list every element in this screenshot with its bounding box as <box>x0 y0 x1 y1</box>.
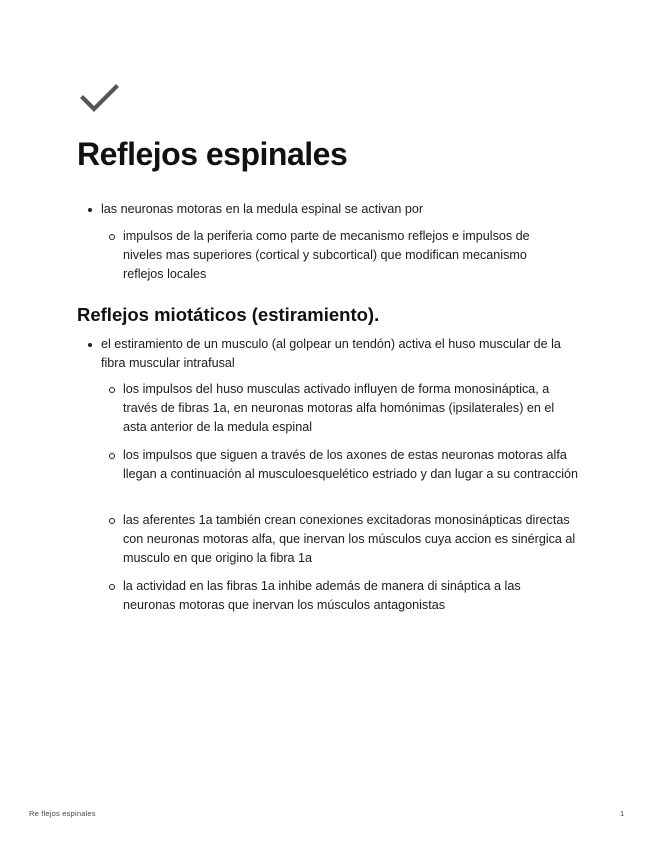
bullet-marker <box>88 208 92 212</box>
footer-title: Re flejos espinales <box>29 809 96 818</box>
sub-bullet-marker <box>109 453 115 459</box>
sub-bullet-marker <box>109 584 115 590</box>
sub-bullet-marker <box>109 234 115 240</box>
sub-list-item: la actividad en las fibras 1a inhibe además de manera di sináptica a las neuronas motoras que inervan los músculos antagonistas <box>123 579 521 612</box>
page-title: Reflejos espinales <box>77 136 348 172</box>
sub-bullet-marker <box>109 518 115 524</box>
sub-bullet-marker <box>109 387 115 393</box>
sub-list-item: los impulsos que siguen a través de los axones de estas neuronas motoras alfa llegan a continuación al musculoesquelético estriado y dan lugar a su contracción <box>123 448 579 481</box>
checkmark-icon <box>80 84 120 114</box>
section-heading: Reflejos miotáticos (estiramiento). <box>77 304 380 325</box>
page-number: 1 <box>620 809 625 818</box>
list-item: las neuronas motoras en la medula espinal se activan por <box>101 202 424 216</box>
bullet-marker <box>88 343 92 347</box>
list-item: el estiramiento de un musculo (al golpear un tendón) activa el huso muscular de la fibra muscular intrafusal <box>101 337 561 370</box>
sub-list-item: los impulsos del huso musculas activado influyen de forma monosináptica, a través de fibras 1a, en neuronas motoras alfa homónimas (ipsilaterales) en el asta anterior de la medula espinal <box>123 382 555 434</box>
sub-list-item: impulsos de la periferia como parte de mecanismo reflejos e impulsos de niveles mas superiores (cortical y subcortical) que modifican mecanismo reflejos locales <box>123 229 530 281</box>
sub-list-item: las aferentes 1a también crean conexiones excitadoras monosinápticas directas con neuronas motoras alfa, que inervan los músculos cuya accion es sinérgica al musculo en que origino la fibra 1a <box>123 513 576 565</box>
